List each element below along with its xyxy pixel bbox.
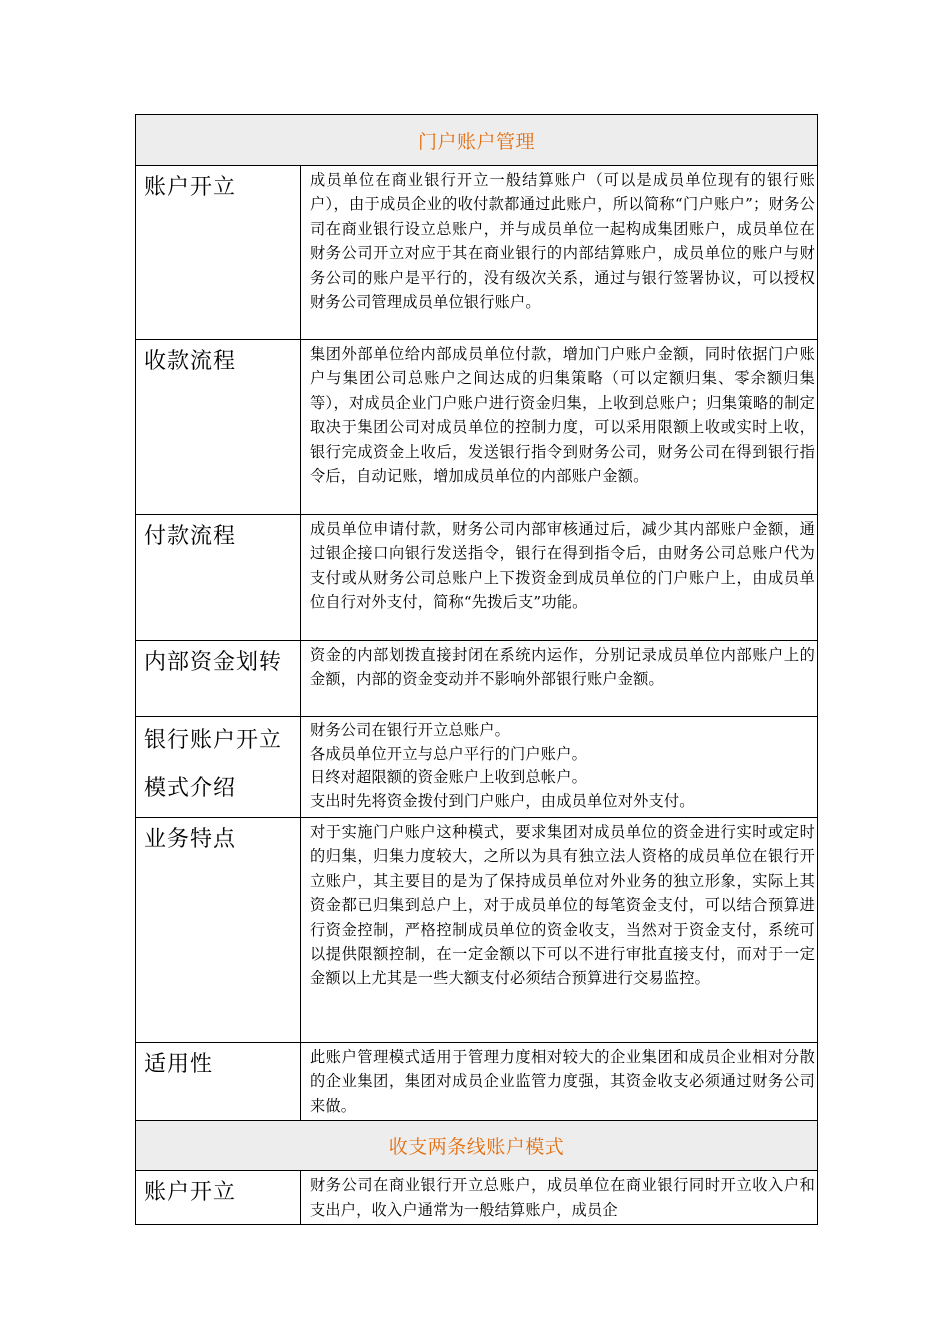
row-content: 集团外部单位给内部成员单位付款，增加门户账户金额，同时依据门户账户与集团公司总账户之间达成的归集策略（可以定额归集、零余额归集等），对成员企业门户账户进行资金归集，上收到总账户；归集策略的制定取决于集团公司对成员单位的控制力度，可以采用限额上收或实时上收，银行完成资金上收后，发送银行指令到财务公司，财务公司在得到银行指令后，自动记账，增加成员单位的内部账户金额。 [301,340,818,515]
table-row [136,166,818,340]
row-label: 内部资金划转 [136,641,301,717]
table-row [136,1043,818,1121]
account-mode-table [135,114,818,1225]
row-label [136,717,301,818]
row-content: 财务公司在商业银行开立总账户，成员单位在商业银行同时开立收入户和支出户，收入户通常为一般结算账户，成员企 [301,1171,818,1225]
row-content: 对于实施门户账户这种模式，要求集团对成员单位的资金进行实时或定时的归集，归集力度较大，之所以为具有独立法人资格的成员单位在银行开立账户，其主要目的是为了保持成员单位对外业务的独立形象，实际上其资金都已归集到总户上，对于成员单位的每笔资金支付，可以结合预算进行资金控制，严格控制成员单位的资金收支，当然对于资金支付，系统可以提供限额控制，在一定金额以下可以不进行审批直接支付，而对于一定金额以上尤其是一些大额支付必须结合预算进行交易监控。 [301,818,818,1043]
row-label: 适用性 [136,1043,301,1121]
content-line: 各成员单位开立与总户平行的门户账户。 [310,744,587,763]
row-label: 收款流程 [136,340,301,515]
section-title: 收支两条线账户模式 [136,1121,818,1171]
table-row [136,717,818,818]
row-label: 业务特点 [136,818,301,1043]
section-title: 门户账户管理 [136,115,818,166]
row-content: 成员单位在商业银行开立一般结算账户（可以是成员单位现有的银行账户），由于成员企业的收付款都通过此账户，所以简称“门户账户”；财务公司在商业银行设立总账户，并与成员单位一起构成集团账户，成员单位在财务公司开立对应于其在商业银行的内部结算账户，成员单位的账户与财务公司的账户是平行的，没有级次关系，通过与银行签署协议，可以授权财务公司管理成员单位银行账户。 [301,166,818,340]
row-label: 账户开立 [136,166,301,340]
table-row [136,1171,818,1225]
row-label: 付款流程 [136,515,301,641]
content-line: 日终对超限额的资金账户上收到总帐户。 [310,768,587,787]
table-row [136,515,818,641]
table-row [136,818,818,1043]
row-label: 账户开立 [136,1171,301,1225]
content-line: 支出时先将资金拨付到门户账户，由成员单位对外支付。 [310,791,695,810]
row-content: 此账户管理模式适用于管理力度相对较大的企业集团和成员企业相对分散的企业集团，集团对成员企业监管力度强，其资金收支必须通过财务公司来做。 [301,1043,818,1121]
content-line: 财务公司在银行开立总账户。 [310,721,511,739]
section-header-dual-line-account [136,1121,818,1171]
row-content [301,717,818,818]
row-label-line: 模式介绍 [144,776,237,801]
table-row [136,340,818,515]
section-header-gateway-account [136,115,818,166]
row-content: 资金的内部划拨直接封闭在系统内运作，分别记录成员单位内部账户上的金额，内部的资金变动并不影响外部银行账户金额。 [301,641,818,717]
table-row [136,641,818,717]
row-content: 成员单位申请付款，财务公司内部审核通过后，减少其内部账户金额，通过银企接口向银行发送指令，银行在得到指令后，由财务公司总账户代为支付或从财务公司总账户上下拨资金到成员单位的门户账户上，由成员单位自行对外支付，简称“先拨后支”功能。 [301,515,818,641]
row-label-line: 银行账户开立 [144,728,283,753]
